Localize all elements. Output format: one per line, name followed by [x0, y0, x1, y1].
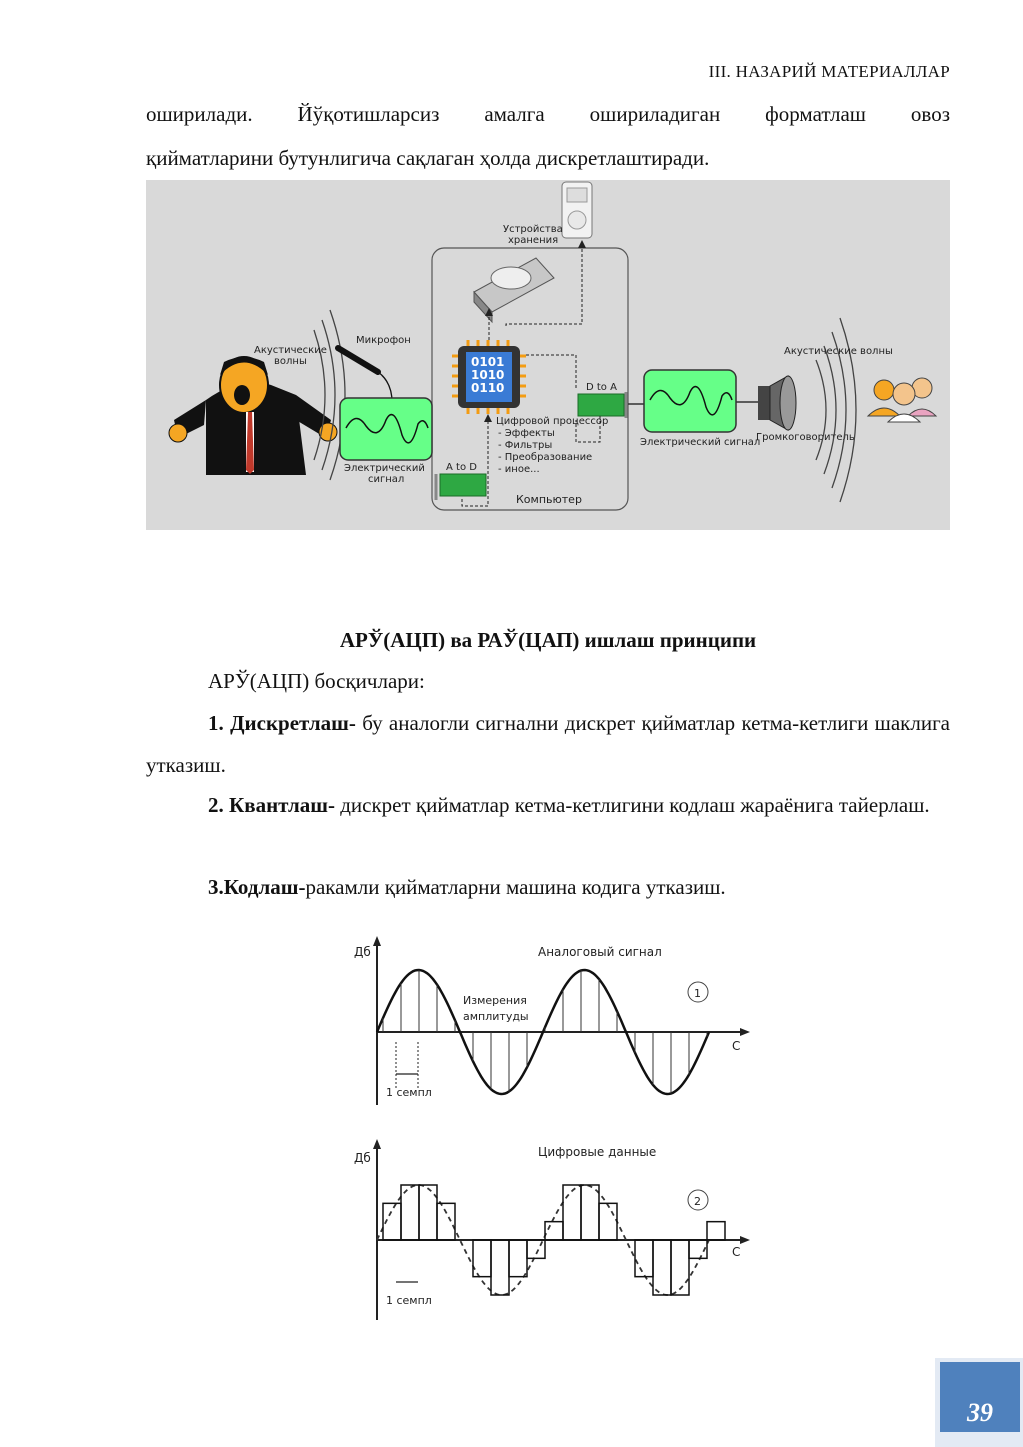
- digital-step: [509, 1240, 527, 1277]
- step-2-text: дискрет қийматлар кетма-кетлигини кодлаш жараёнига тайерлаш.: [334, 793, 930, 817]
- step-3: [146, 866, 950, 908]
- digital-step: [671, 1240, 689, 1295]
- speaker-label: Громкоговоритель: [756, 432, 855, 443]
- proc-item-1: - Эффекты: [498, 428, 555, 439]
- bottom-badge-number: 2: [694, 1195, 701, 1208]
- speaker-icon: [758, 376, 796, 430]
- top-title: Аналоговый сигнал: [538, 945, 662, 959]
- bottom-sample-label: 1 семпл: [386, 1294, 432, 1307]
- storage-label-2: хранения: [508, 235, 559, 246]
- digital-step: [563, 1185, 581, 1240]
- intro-line-2: қийматларини бутунлигича сақлаган ҳолда дискретлаштиради.: [146, 146, 710, 170]
- digital-step: [581, 1185, 599, 1240]
- acoustic-left-label-2: волны: [274, 356, 307, 367]
- a-to-d-label: A to D: [446, 462, 477, 473]
- a-to-d-card: [440, 474, 486, 496]
- d-to-a-card: [578, 394, 624, 416]
- intro-line-1: оширилади. Йўқотишларсиз амалга ошириладиган форматлаш овоз: [146, 102, 950, 126]
- step-3-lead: 3.Кодлаш-: [208, 875, 306, 899]
- d-to-a-label: D to A: [586, 382, 617, 393]
- digital-step: [635, 1240, 653, 1277]
- top-xlabel: С: [732, 1039, 741, 1053]
- chip-bits-1: 0101: [471, 355, 505, 369]
- bottom-axes: [377, 1145, 745, 1320]
- digital-step: [599, 1203, 617, 1240]
- processor-label: Цифровой процессор: [496, 416, 609, 427]
- step-2: [146, 784, 950, 826]
- running-header: III. НАЗАРИЙ МАТЕРИАЛЛАР: [708, 62, 950, 81]
- storage-device-icon: [562, 182, 592, 238]
- top-ylabel: Дб: [354, 945, 371, 959]
- right-scope: [644, 370, 736, 432]
- proc-item-3: - Преобразование: [498, 452, 593, 463]
- acoustic-left-label-1: Акустические: [254, 345, 327, 356]
- storage-label-1: Устройства: [503, 224, 563, 235]
- digital-step: [401, 1185, 419, 1240]
- processor-chip: [452, 340, 526, 414]
- chip-bits-3: 0110: [471, 381, 505, 395]
- bottom-title: Цифровые данные: [538, 1145, 657, 1159]
- acoustic-right-label: Акустические волны: [784, 346, 893, 357]
- digital-step: [653, 1240, 671, 1295]
- singer-figure: [169, 357, 337, 475]
- step-1: [146, 702, 950, 786]
- electric-right-label: Электрический сигнал: [640, 437, 761, 448]
- audio-chain-diagram: [146, 180, 950, 530]
- audience-icon: [868, 378, 936, 422]
- steps-label: АРЎ(АЦП) босқичлари:: [208, 669, 425, 693]
- hard-disk-icon: [474, 258, 554, 322]
- electric-left-label-2: сигнал: [368, 474, 405, 485]
- sampling-figure: [340, 930, 760, 1325]
- microphone-label: Микрофон: [356, 335, 411, 346]
- digital-step: [491, 1240, 509, 1295]
- digital-step: [473, 1240, 491, 1277]
- proc-item-4: - иное...: [498, 464, 540, 475]
- digital-step: [419, 1185, 437, 1240]
- step-1-lead: 1. Дискретлаш-: [208, 711, 356, 735]
- computer-label: Компьютер: [516, 493, 582, 506]
- top-badge-number: 1: [694, 987, 701, 1000]
- page-number: 39: [940, 1362, 1020, 1432]
- proc-item-2: - Фильтры: [498, 440, 553, 451]
- top-sample-label: 1 семпл: [386, 1086, 432, 1099]
- digital-step: [437, 1203, 455, 1240]
- section-title: АРЎ(АЦП) ва РАЎ(ЦАП) ишлаш принципи: [339, 628, 757, 652]
- digital-step: [545, 1222, 563, 1240]
- step-2-lead: 2. Квантлаш-: [208, 793, 335, 817]
- step-3-text: ракамли қийматларни машина кодига утказиш.: [305, 875, 726, 899]
- bottom-ylabel: Дб: [354, 1151, 371, 1165]
- digital-step: [707, 1222, 725, 1240]
- top-axes: [377, 942, 745, 1105]
- digital-steps: [383, 1185, 725, 1295]
- electric-left-label-1: Электрический: [344, 463, 425, 474]
- bottom-xlabel: С: [732, 1245, 741, 1259]
- left-scope: [340, 398, 432, 460]
- measure-label-1: Измерения: [463, 994, 527, 1007]
- chip-bits-2: 1010: [471, 368, 505, 382]
- measure-label-2: амплитуды: [463, 1010, 529, 1023]
- step-1-text: бу аналогли сигнални дискрет қийматлар кетма-кетлиги шаклига утказиш.: [146, 711, 950, 777]
